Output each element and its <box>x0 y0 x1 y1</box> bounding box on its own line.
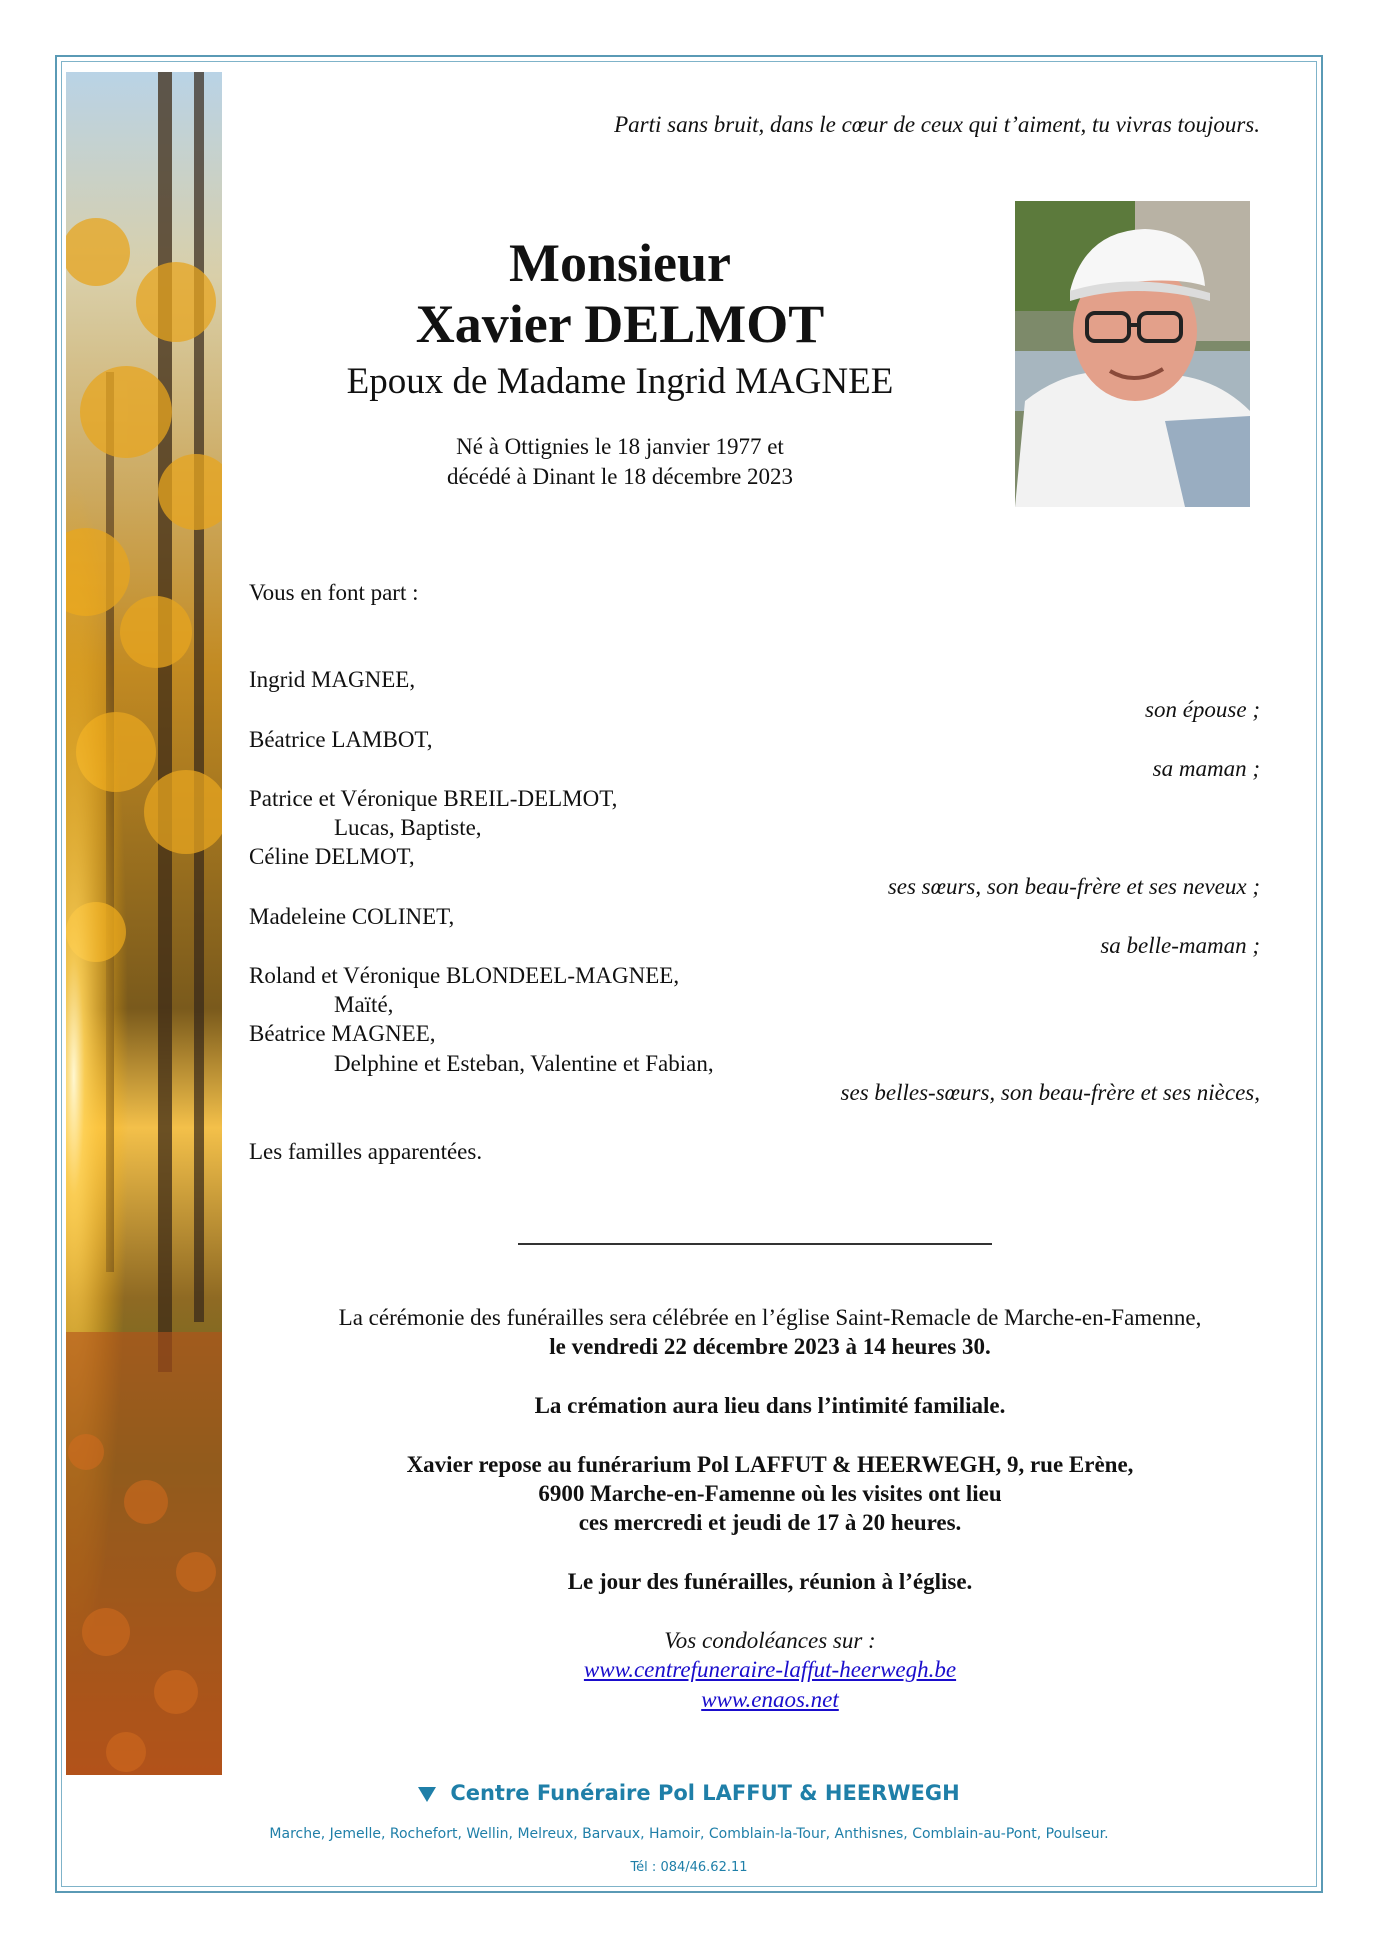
funeral-home-phone: Tél : 084/46.62.11 <box>630 1860 748 1875</box>
family-role: ses belles-sœurs, son beau-frère et ses nièces, <box>840 1080 1260 1105</box>
spouse-line: Epoux de Madame Ingrid MAGNEE <box>346 361 894 402</box>
intro-text: Vous en font part : <box>249 580 419 605</box>
family-role: sa belle-maman ; <box>1100 933 1260 958</box>
family-entry: Roland et Véronique BLONDEEL-MAGNEE, <box>249 963 680 988</box>
ceremony-location: La cérémonie des funérailles sera célébrée en l’église Saint-Remacle de Marche-en-Famenne, <box>338 1305 1202 1330</box>
family-child: Delphine et Esteban, Valentine et Fabian, <box>334 1051 714 1076</box>
funeral-home-locations: Marche, Jemelle, Rochefort, Wellin, Melreux, Barvaux, Hamoir, Comblain-la-Tour, Anthisnes, Comblain-au-Pont, Poulseur. <box>269 1826 1109 1842</box>
epitaph-quote: Parti sans bruit, dans le cœur de ceux qui t’aiment, tu vivras toujours. <box>614 112 1260 137</box>
family-role: sa maman ; <box>1152 756 1260 781</box>
condolences-label: Vos condoléances sur : <box>664 1628 876 1653</box>
family-entry: Les familles apparentées. <box>249 1139 483 1164</box>
portrait-photo <box>1015 201 1250 507</box>
family-role: ses sœurs, son beau-frère et ses neveux ; <box>887 874 1260 899</box>
death-line: décédé à Dinant le 18 décembre 2023 <box>446 464 794 489</box>
funeral-home-label: Centre Funéraire Pol LAFFUT & HEERWEGH <box>450 1781 960 1805</box>
family-entry: Béatrice LAMBOT, <box>249 727 433 752</box>
family-entry: Ingrid MAGNEE, <box>249 667 416 692</box>
birth-line: Né à Ottignies le 18 janvier 1977 et <box>456 434 784 459</box>
triangle-down-icon <box>418 1787 436 1802</box>
family-entry: Patrice et Véronique BREIL-DELMOT, <box>249 786 618 811</box>
autumn-forest-image <box>66 72 222 1775</box>
family-entry: Céline DELMOT, <box>249 844 415 869</box>
condolences-link-laffut[interactable]: www.centrefuneraire-laffut-heerwegh.be <box>583 1657 957 1682</box>
funeral-home-name <box>0 1781 1378 1805</box>
family-entry: Béatrice MAGNEE, <box>249 1021 436 1046</box>
birth-death-dates <box>250 432 990 492</box>
cremation-note: La crémation aura lieu dans l’intimité familiale. <box>534 1393 1006 1418</box>
family-role: son épouse ; <box>1145 697 1260 722</box>
ceremony-date: le vendredi 22 décembre 2023 à 14 heures 30. <box>549 1334 991 1359</box>
family-child: Lucas, Baptiste, <box>334 815 482 840</box>
repose-address: Xavier repose au funérarium Pol LAFFUT & HEERWEGH, 9, rue Erène, <box>406 1452 1134 1477</box>
title-honorific: Monsieur <box>509 233 731 293</box>
family-child: Maïté, <box>334 992 394 1017</box>
family-entry: Madeleine COLINET, <box>249 904 455 929</box>
separator-line <box>518 1243 992 1245</box>
repose-city: 6900 Marche-en-Famenne où les visites ont lieu <box>538 1481 1002 1506</box>
visiting-hours: ces mercredi et jeudi de 17 à 20 heures. <box>578 1510 962 1535</box>
meeting-note: Le jour des funérailles, réunion à l’église. <box>567 1569 973 1594</box>
deceased-name: Xavier DELMOT <box>415 294 825 354</box>
condolences-link-enaos[interactable]: www.enaos.net <box>701 1687 839 1712</box>
